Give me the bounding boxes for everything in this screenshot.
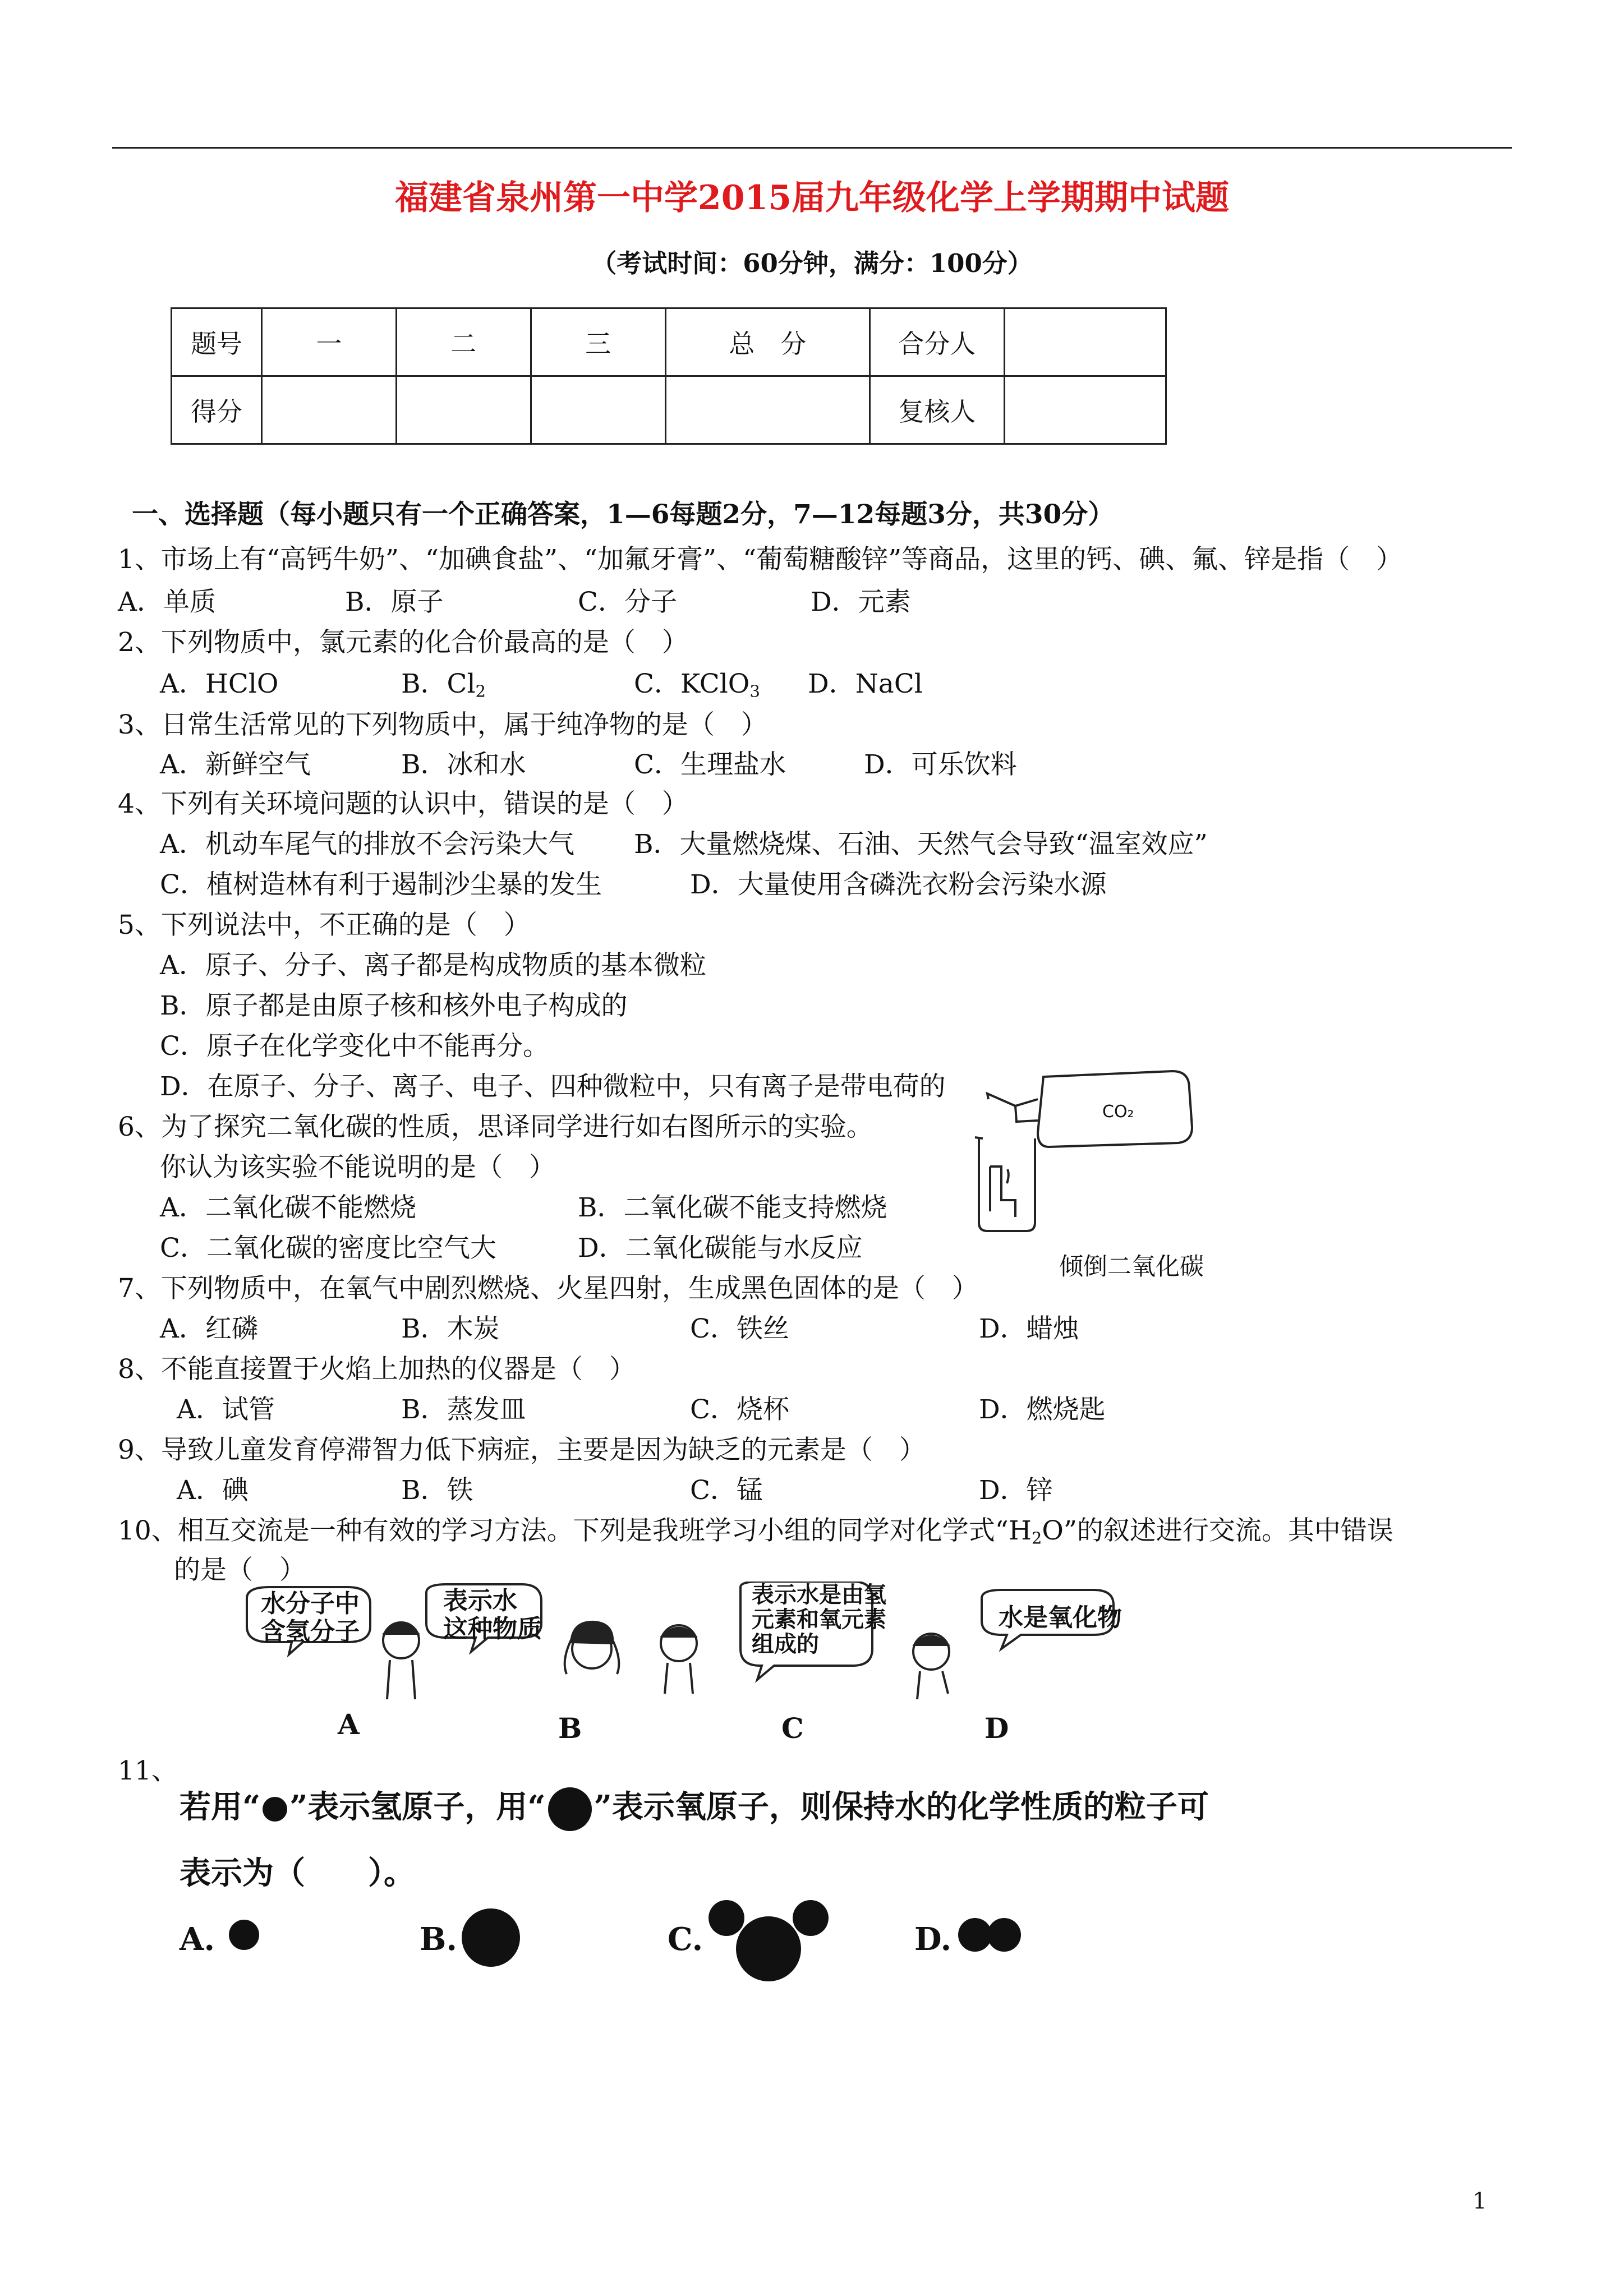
section-heading: 一、选择题（每小题只有一个正确答案，1—6每题2分，7—12每题3分，共30分） <box>132 499 1115 530</box>
q2-option-d: D．NaCl <box>808 668 923 699</box>
table-cell: 复核人 <box>869 376 1004 444</box>
table-cell: 总 分 <box>665 308 869 376</box>
q2-option-c: C．KClO$_3$ <box>634 668 760 701</box>
q4-option-d: D．大量使用含磷洗衣粉会污染水源 <box>690 869 1107 900</box>
q1-option-a: A．单质 <box>118 587 216 617</box>
q11-option-c: C. <box>668 1921 703 1958</box>
question-11-stem: 若用“ ”表示氢原子，用“ ”表示氧原子，则保持水的化学性质的粒子可 <box>180 1782 1209 1831</box>
q4-option-c: C．植树造林有利于遏制沙尘暴的发生 <box>160 869 602 900</box>
q5-option-d: D．在原子、分子、离子、电子、四种微粒中，只有离子是带电荷的 <box>160 1071 946 1102</box>
q4-option-b: B．大量燃烧煤、石油、天然气会导致“温室效应” <box>634 829 1208 860</box>
q8-option-a: A．试管 <box>177 1394 275 1425</box>
q9-option-d: D．锌 <box>979 1475 1053 1506</box>
question-5-stem: 5、下列说法中，不正确的是（ ） <box>118 910 530 940</box>
question-3-stem: 3、日常生活常见的下列物质中，属于纯净物的是（ ） <box>118 709 767 740</box>
table-cell: 二 <box>396 308 531 376</box>
table-cell <box>665 376 869 444</box>
q11-option-a: A. <box>180 1921 215 1958</box>
q11-b-oxygen-icon <box>457 1904 525 1971</box>
question-9-stem: 9、导致儿童发育停滞智力低下病症，主要是因为缺乏的元素是（ ） <box>118 1435 926 1465</box>
q6-option-b: B．二氧化碳不能支持燃烧 <box>578 1192 887 1223</box>
table-cell <box>396 376 531 444</box>
q5-option-a: A．原子、分子、离子都是构成物质的基本微粒 <box>160 950 706 981</box>
question-2-stem: 2、下列物质中，氯元素的化合价最高的是（ ） <box>118 627 688 658</box>
q8-option-b: B．蒸发皿 <box>401 1394 526 1425</box>
table-cell <box>531 376 665 444</box>
question-10-stem-2: 的是（ ） <box>174 1555 306 1585</box>
q6-option-c: C．二氧化碳的密度比空气大 <box>160 1233 496 1264</box>
bubble-a-text: 水分子中 含氢分子 <box>261 1589 360 1646</box>
question-11-number: 11、 <box>118 1755 178 1786</box>
q11-d-hydrogen-molecule-icon <box>954 1912 1027 1957</box>
table-row <box>172 308 1166 376</box>
q3-option-a: A．新鲜空气 <box>160 749 311 780</box>
table-cell <box>1004 308 1166 376</box>
q7-option-c: C．铁丝 <box>690 1313 789 1344</box>
student-d-icon <box>913 1634 949 1699</box>
co2-bottle-icon <box>987 1071 1192 1147</box>
q1-option-b: B．原子 <box>345 587 444 617</box>
question-11-stem-2: 表示为（ ）。 <box>180 1855 415 1892</box>
q11-option-b: B. <box>420 1921 457 1958</box>
q3-option-d: D．可乐饮料 <box>864 749 1017 780</box>
oxygen-atom-icon <box>548 1787 592 1831</box>
table-cell <box>1004 376 1166 444</box>
cartoon-label-d: D <box>984 1712 1009 1745</box>
bubble-c-text: 表示水是由氢 元素和氧元素 组成的 <box>752 1582 886 1657</box>
question-6-stem: 6、为了探究二氧化碳的性质，思译同学进行如右图所示的实验。 <box>118 1112 873 1142</box>
page-title: 福建省泉州第一中学2015届九年级化学上学期期中试题 <box>395 178 1229 218</box>
bottle-label: CO₂ <box>1102 1102 1134 1122</box>
table-cell: 得分 <box>172 376 262 444</box>
bubble-b-text: 表示水 这种物质 <box>443 1587 542 1643</box>
q3-option-c: C．生理盐水 <box>634 749 786 780</box>
q5-option-b: B．原子都是由原子核和核外电子构成的 <box>160 990 628 1021</box>
student-a-icon <box>383 1622 419 1699</box>
page-number: 1 <box>1473 2188 1487 2214</box>
question-7-stem: 7、下列物质中，在氧气中剧烈燃烧、火星四射，生成黑色固体的是（ ） <box>118 1273 978 1304</box>
table-cell: 一 <box>262 308 397 376</box>
question-8-stem: 8、不能直接置于火焰上加热的仪器是（ ） <box>118 1354 636 1385</box>
q4-option-a: A．机动车尾气的排放不会污染大气 <box>160 829 574 860</box>
question-4-stem: 4、下列有关环境问题的认识中，错误的是（ ） <box>118 789 688 819</box>
beaker-icon <box>975 1137 1035 1231</box>
table-cell: 题号 <box>172 308 262 376</box>
q7-option-a: A．红磷 <box>160 1313 258 1344</box>
cartoon-label-a: A <box>338 1708 360 1741</box>
q11-c-water-molecule-icon <box>704 1896 833 1985</box>
q1-option-c: C．分子 <box>578 587 677 617</box>
co2-pouring-figure <box>954 1054 1234 1267</box>
q8-option-d: D．燃烧匙 <box>979 1394 1106 1425</box>
q3-option-b: B．冰和水 <box>401 749 526 780</box>
q9-option-c: C．锰 <box>690 1475 763 1506</box>
bubble-d-text: 水是氧化物 <box>999 1603 1122 1632</box>
question-10-stem: 10、相互交流是一种有效的学习方法。下列是我班学习小组的同学对化学式“$H_2O$”的叙述进行交流。其中错误 <box>118 1515 1393 1548</box>
top-rule <box>112 147 1512 149</box>
q2-option-b: B．$Cl_2$ <box>401 668 486 701</box>
q9-option-a: A．碘 <box>177 1475 249 1506</box>
cartoon-label-b: B <box>558 1712 582 1745</box>
q5-option-c: C．原子在化学变化中不能再分。 <box>160 1031 549 1062</box>
score-table <box>171 307 1167 445</box>
question-6-stem-2: 你认为该实验不能说明的是（ ） <box>160 1152 555 1183</box>
q8-option-c: C．烧杯 <box>690 1394 789 1425</box>
q1-option-d: D．元素 <box>811 587 911 617</box>
exam-info: （考试时间：60分钟，满分：100分） <box>591 248 1033 278</box>
table-cell: 合分人 <box>869 308 1004 376</box>
q11-a-hydrogen-icon <box>224 1915 264 1954</box>
q11-option-d: D. <box>914 1921 952 1958</box>
student-b-icon <box>565 1622 619 1674</box>
q6-option-a: A．二氧化碳不能燃烧 <box>160 1192 416 1223</box>
student-c-icon <box>661 1625 697 1694</box>
question-1-stem: 1、市场上有“高钙牛奶”、“加碘食盐”、“加氟牙膏”、“葡萄糖酸锌”等商品，这里的钙、碘、氟、锌是指（ ） <box>118 544 1403 575</box>
figure-caption: 倾倒二氧化碳 <box>1059 1253 1204 1281</box>
q6-option-d: D．二氧化碳能与水反应 <box>578 1233 863 1264</box>
q7-option-d: D．蜡烛 <box>979 1313 1079 1344</box>
hydrogen-atom-icon <box>263 1797 287 1822</box>
cartoon-label-c: C <box>781 1712 804 1745</box>
table-row <box>172 376 1166 444</box>
q9-option-b: B．铁 <box>401 1475 473 1506</box>
table-cell <box>262 376 397 444</box>
q7-option-b: B．木炭 <box>401 1313 500 1344</box>
table-cell: 三 <box>531 308 665 376</box>
q2-option-a: A．HClO <box>160 668 279 699</box>
